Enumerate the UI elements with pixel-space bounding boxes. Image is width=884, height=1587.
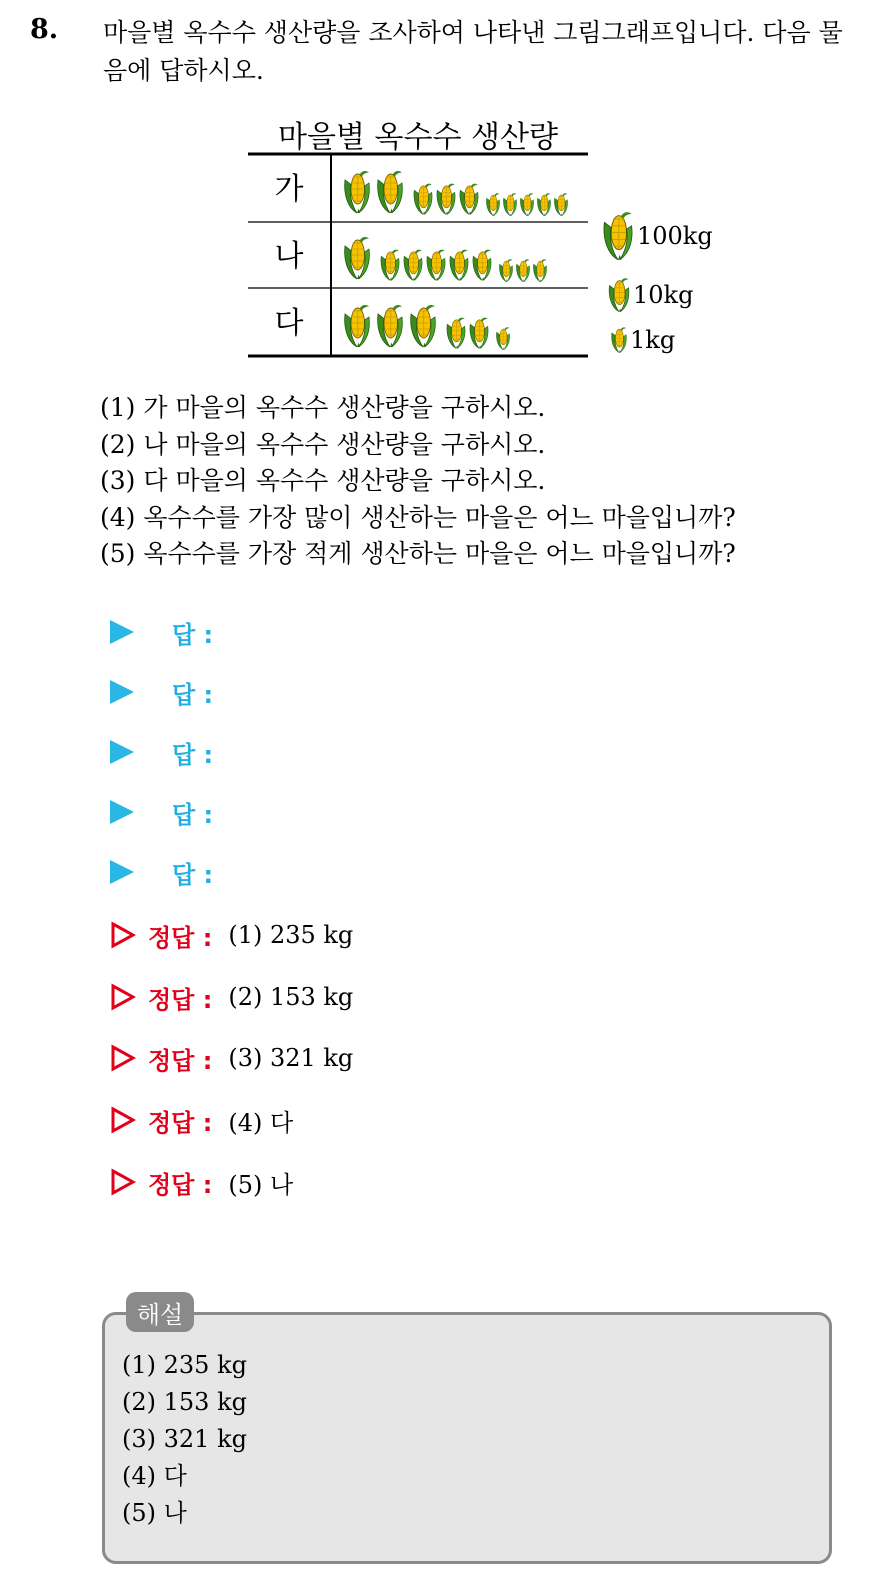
solution-label: 정답 : [148,1170,213,1199]
solution-row [110,1162,293,1202]
play-triangle-icon [110,860,134,884]
solution-label: 정답 : [148,1108,213,1137]
corn-icon-10kg [470,318,488,349]
solution-row [110,915,353,955]
corn-icon-1kg [496,327,509,349]
solution-value: (5) 나 [228,1170,294,1199]
corn-icon-small [610,325,628,355]
sub-question: (4) 옥수수를 가장 많이 생산하는 마을은 어느 마을입니까? [100,502,736,532]
legend-label: 10kg [633,281,694,309]
solution-value: (1) 235 kg [228,921,354,949]
corn-icon-100kg [345,237,370,279]
explanation-line: (1) 235 kg [122,1351,247,1379]
village-label: 나 [274,239,304,274]
play-triangle-icon [110,800,134,824]
solution-label: 정답 : [148,923,213,952]
sub-question: (3) 다 마을의 옥수수 생산량을 구하시오. [100,466,546,495]
answer-label: 답 : [172,800,214,829]
outline-triangle-icon [110,921,136,949]
corn-icon-1kg [516,259,529,281]
question-number: 8. [30,14,59,45]
corn-icon-100kg [345,305,370,347]
corn-icon-10kg [447,318,465,349]
sub-question: (2) 나 마을의 옥수수 생산량을 구하시오. [100,429,546,459]
corn-icon-10kg [414,184,432,215]
corn-icon-1kg [554,193,567,215]
village-label: 가 [274,172,304,207]
outline-triangle-icon [110,1044,136,1072]
sub-question: (1) 가 마을의 옥수수 생산량을 구하시오. [100,393,546,422]
corn-icon-10kg [437,184,455,215]
corn-icon-1kg [499,259,512,281]
solution-row [110,977,353,1017]
play-triangle-icon [110,680,134,704]
corn-icon-10kg [473,250,491,281]
corn-icon-10kg [460,184,478,215]
corn-icon-1kg [520,193,533,215]
corn-icon-large [601,208,635,264]
corn-icon-10kg [450,250,468,281]
corn-icon-100kg [411,305,436,347]
corn-icon-100kg [345,171,370,213]
explanation-line: (3) 321 kg [122,1425,247,1453]
corn-icon-1kg [486,193,499,215]
answer-row[interactable] [110,792,213,832]
explanation-line: (4) 다 [122,1462,187,1490]
solution-value: (2) 153 kg [228,983,354,1011]
question-text: 마을별 옥수수 생산량을 조사하여 나타낸 그림그래프입니다. 다음 물음에 답하시오. [103,18,843,85]
explanation-line: (2) 153 kg [122,1388,247,1416]
solution-value: (3) 321 kg [228,1044,354,1072]
solution-row [110,1038,353,1078]
answer-row[interactable] [110,852,213,892]
corn-icon-10kg [404,250,422,281]
corn-icon-100kg [378,305,403,347]
outline-triangle-icon [110,1106,136,1134]
corn-icon-10kg [427,250,445,281]
play-triangle-icon [110,740,134,764]
legend-item [601,208,713,264]
play-triangle-icon [110,620,134,644]
answer-label: 답 : [172,740,214,769]
sub-question-list [100,390,736,573]
legend-item [610,325,675,355]
corn-icon-1kg [533,259,546,281]
corn-icon-10kg [381,250,399,281]
solution-label: 정답 : [148,1046,213,1075]
sub-question: (5) 옥수수를 가장 적게 생산하는 마을은 어느 마을입니까? [100,539,736,568]
chart-title: 마을별 옥수수 생산량 [278,120,558,155]
legend-item [607,275,693,315]
explanation-tab: 해설 [126,1292,194,1332]
solution-label: 정답 : [148,985,213,1014]
legend-label: 100kg [637,222,713,250]
outline-triangle-icon [110,1168,136,1196]
answer-row[interactable] [110,732,213,772]
answer-row[interactable] [110,612,213,652]
explanation-line: (5) 나 [122,1499,187,1527]
solution-value: (4) 다 [228,1108,294,1137]
outline-triangle-icon [110,983,136,1011]
answer-label: 답 : [172,620,214,649]
village-label: 다 [274,306,304,341]
explanation-lines [122,1347,247,1532]
corn-icon-1kg [537,193,550,215]
solution-row [110,1100,293,1140]
corn-icon-100kg [378,171,403,213]
pictograph-table [248,152,588,358]
answer-label: 답 : [172,680,214,709]
corn-icon-medium [607,275,631,315]
answer-label: 답 : [172,860,214,889]
corn-icon-1kg [503,193,516,215]
answer-row[interactable] [110,672,213,712]
legend-label: 1kg [630,326,676,354]
